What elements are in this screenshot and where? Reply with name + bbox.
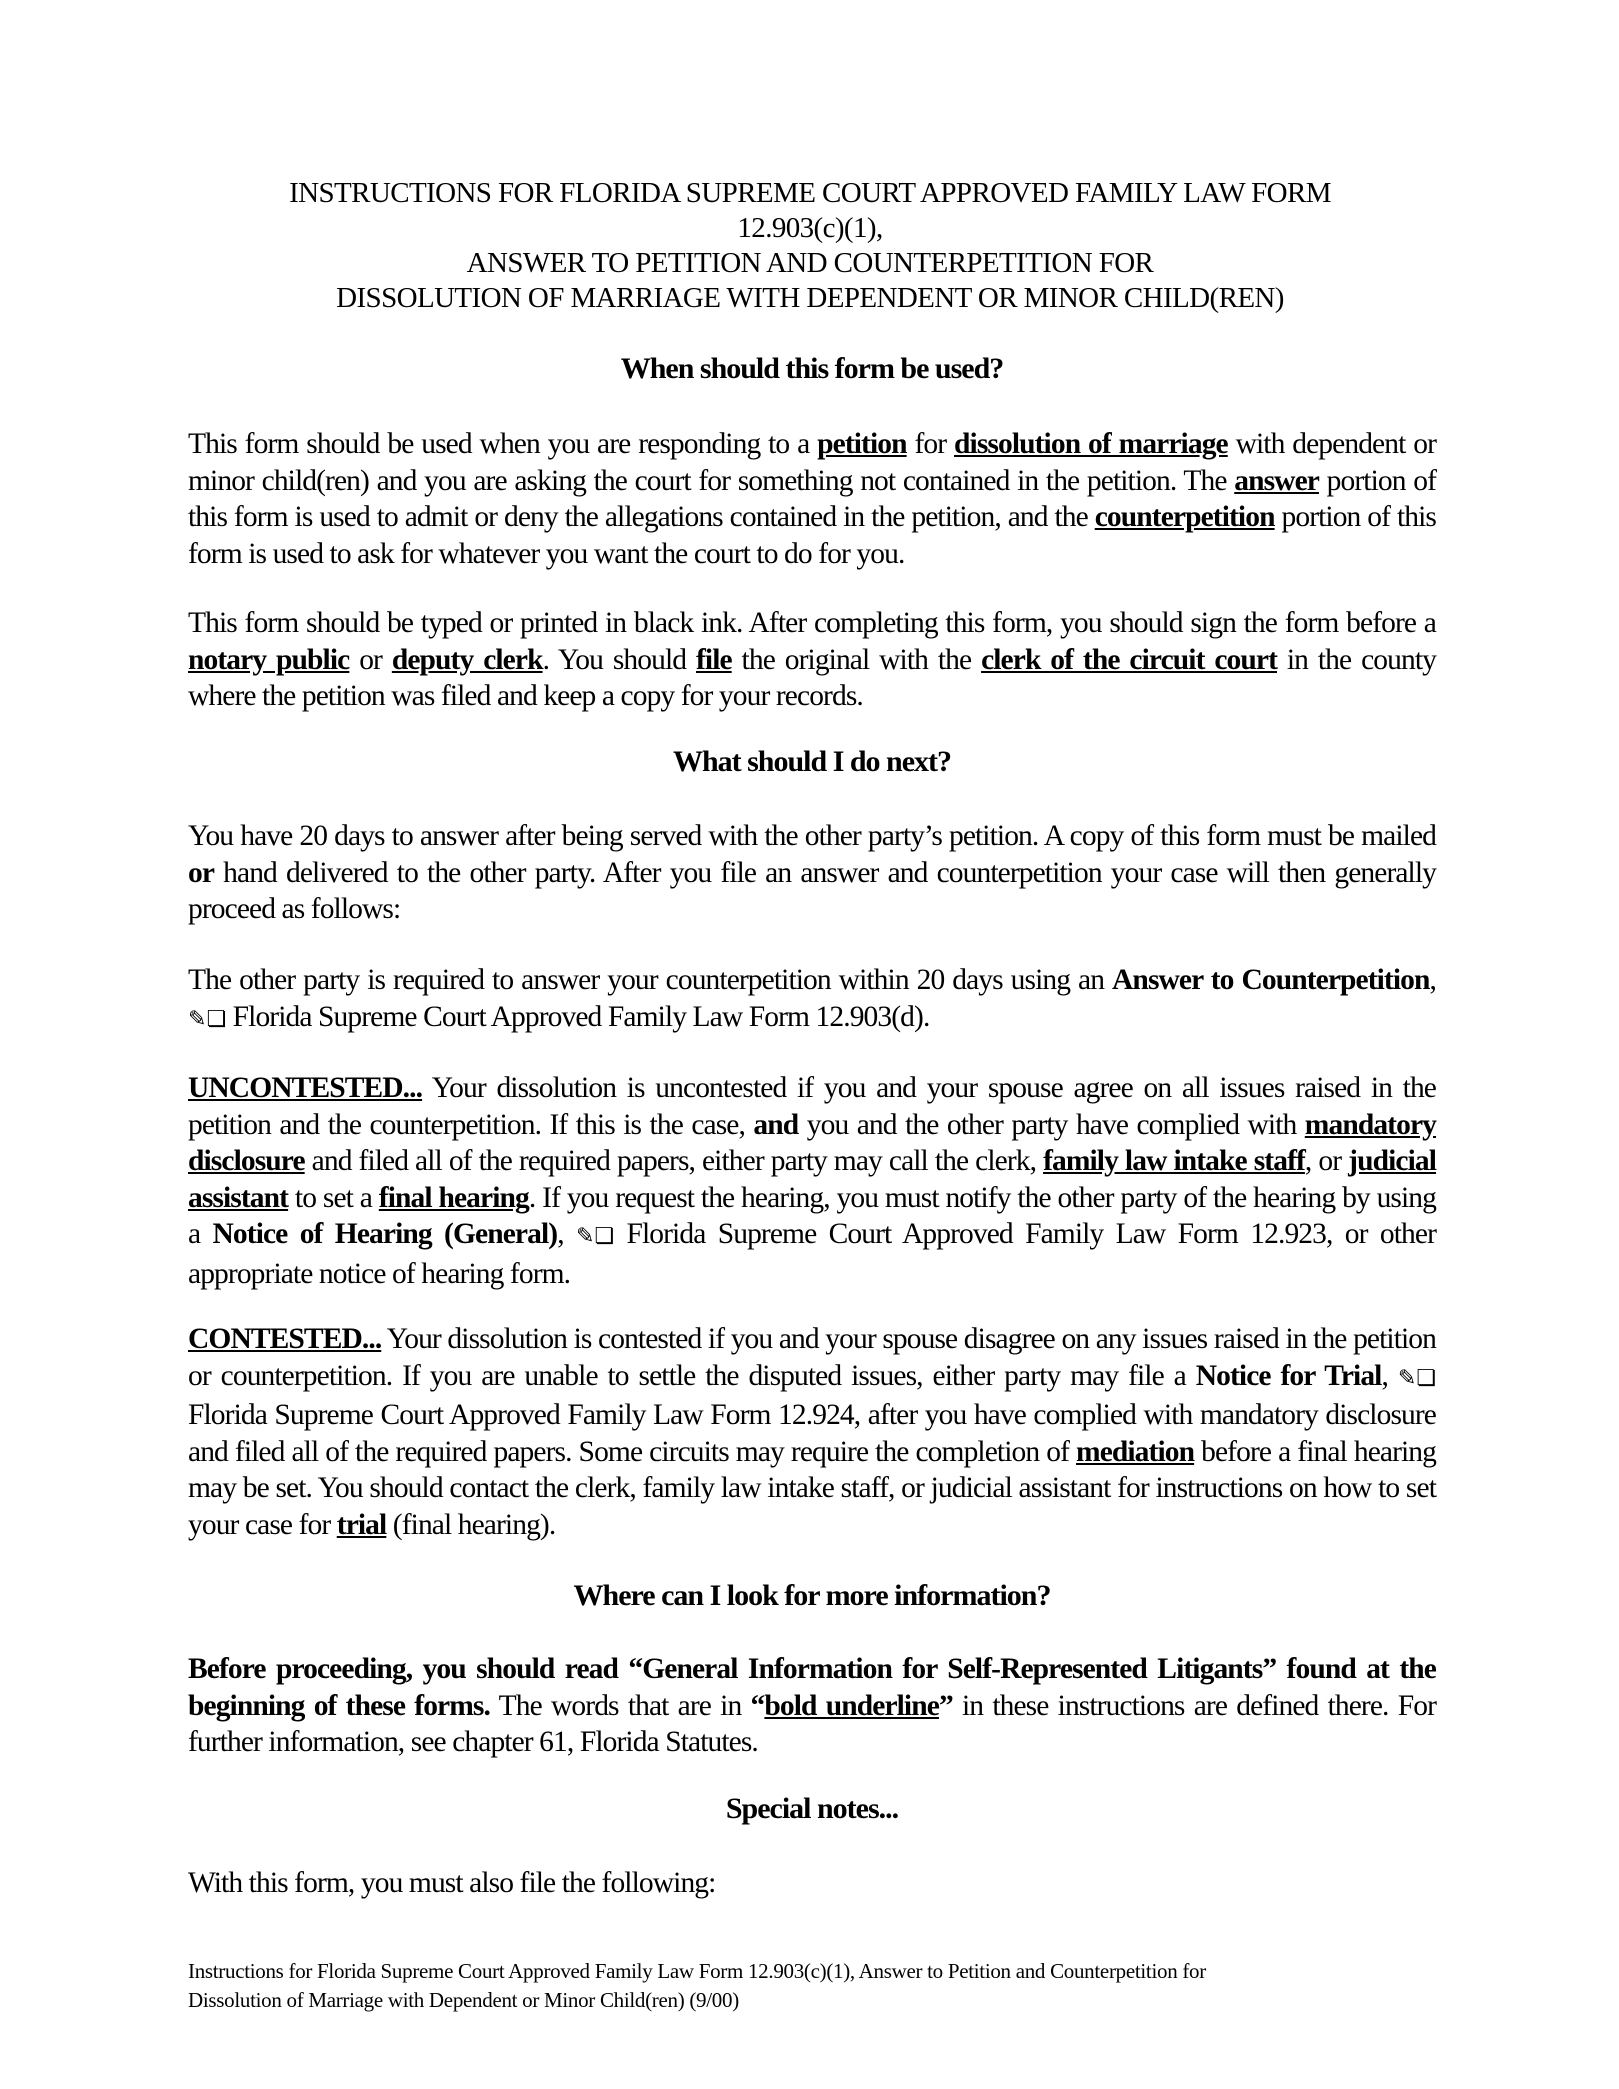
emphasis-and: and	[753, 1108, 799, 1141]
term-mandatory-disclosure: mandatory disclosure	[188, 1108, 1437, 1177]
term-bold-underline: bold underline	[764, 1689, 939, 1722]
term-dissolution-of-marriage: dissolution of marriage	[954, 428, 1228, 460]
text-run: hand delivered to the other party. After you file an answer and counterpetition your case will then generally proceed as follows:	[188, 856, 1436, 925]
paragraph-contested	[188, 1321, 1436, 1543]
text-run: you and the other party have complied with	[798, 1108, 1305, 1141]
paragraph-answer-to-counterpetition	[188, 962, 1436, 1038]
text-run: in the county where the petition was filed and keep a copy for your records.	[188, 643, 1436, 712]
term-final-hearing: final hearing	[378, 1181, 529, 1214]
label-uncontested: UNCONTESTED...	[188, 1072, 423, 1104]
term-petition: petition	[817, 428, 907, 460]
form-name-notice-of-hearing: Notice of Hearing (General)	[212, 1218, 558, 1250]
text-run: The other party is required to answer your counterpetition within 20 days using an	[188, 964, 1113, 996]
text-run: Florida Supreme Court Approved Family Law Form 12.923, or other appropriate notice of hearing form.	[188, 1218, 1437, 1290]
text-run: or	[349, 643, 392, 676]
paragraph-typing-filing	[188, 605, 1436, 715]
text-run: portion of this form is used to admit or deny the allegations contained in the petition, and the	[188, 464, 1436, 533]
title-line-1: INSTRUCTIONS FOR FLORIDA SUPREME COURT APPROVED FAMILY LAW FORM	[289, 177, 1331, 209]
term-trial: trial	[336, 1508, 387, 1541]
paragraph-twenty-days	[188, 818, 1436, 928]
text-run: before a final hearing may be set. You should contact the clerk, family law intake staff, or judicial assistant for instructions on how to set your case for	[188, 1435, 1437, 1541]
term-mediation: mediation	[1076, 1435, 1195, 1468]
text-run: ,	[557, 1218, 576, 1250]
quote-open: “	[750, 1689, 765, 1722]
pen-icon: ✎	[188, 1006, 207, 1032]
text-run: portion of this form is used to ask for whatever you want the court to do for you.	[188, 501, 1436, 570]
term-clerk-of-circuit-court: clerk of the circuit court	[981, 643, 1278, 676]
term-family-law-intake-staff: family law intake staff	[1043, 1145, 1305, 1177]
text-run: ,	[1381, 1359, 1398, 1392]
text-run: Your dissolution is uncontested if you and your spouse agree on all issues raised in the petition and the counterpetition. If this is the case,	[188, 1072, 1436, 1141]
pen-icon: ✎	[575, 1224, 595, 1249]
page-footer	[188, 1957, 1436, 2015]
text-run: with dependent or minor child(ren) and you are asking the court for something not contained in the petition. The	[188, 428, 1436, 497]
pen-icon: ✎	[1397, 1365, 1417, 1391]
term-deputy-clerk: deputy clerk	[391, 643, 543, 676]
paragraph-special-notes: With this form, you must also file the following:	[188, 1867, 716, 1899]
label-contested: CONTESTED...	[188, 1323, 382, 1355]
heading-what-next: What should I do next?	[672, 745, 952, 778]
heading-more-information: Where can I look for more information?	[573, 1579, 1051, 1612]
term-answer: answer	[1234, 464, 1319, 497]
heading-special-notes: Special notes...	[725, 1792, 899, 1825]
text-run: Your dissolution is contested if you and your spouse disagree on any issues raised in the petition or counterpetition. If you are unable to settle the disputed issues, either party may file a	[188, 1323, 1436, 1392]
text-run: Florida Supreme Court Approved Family Law Form 12.924, after you have complied with mandatory disclosure and filed all of the required papers. Some circuits may require the completion of	[188, 1399, 1436, 1468]
notice-general-information: Before proceeding, you should read “General Information for Self-Represented Litigants” found at the beginning of these forms.	[188, 1653, 1436, 1722]
footer-line-2: Dissolution of Marriage with Dependent or Minor Child(ren) (9/00)	[188, 1988, 739, 2012]
text-run: in these instructions are defined there. For further information, see chapter 61, Florida Statutes.	[188, 1689, 1436, 1758]
text-run: the original with the	[731, 643, 982, 676]
term-judicial-assistant: judicial assistant	[188, 1145, 1437, 1214]
text-run: This form should be used when you are responding to a	[188, 428, 818, 460]
title-line-4: DISSOLUTION OF MARRIAGE WITH DEPENDENT OR MINOR CHILD(REN)	[336, 282, 1284, 314]
form-name-answer-to-counterpetition: Answer to Counterpetition	[1112, 964, 1430, 996]
document-title	[160, 176, 1460, 316]
term-file: file	[695, 643, 732, 676]
text-run: for	[906, 428, 955, 460]
title-line-3: ANSWER TO PETITION AND COUNTERPETITION FOR	[466, 247, 1154, 279]
checkbox-icon: ❏	[206, 1006, 227, 1032]
emphasis-or: or	[188, 856, 215, 889]
term-notary-public: notary public	[188, 643, 350, 676]
text-run: You have 20 days to answer after being served with the other party’s petition. A copy of this form must be mailed	[188, 820, 1436, 852]
title-line-2: 12.903(c)(1),	[737, 212, 883, 244]
text-run: This form should be typed or printed in black ink. After completing this form, you should sign the form before a	[188, 607, 1436, 639]
text-run: (final hearing).	[386, 1508, 556, 1541]
text-run: to set a	[288, 1181, 379, 1214]
form-name-notice-for-trial: Notice for Trial	[1195, 1359, 1382, 1392]
checkbox-icon: ❏	[1416, 1365, 1437, 1391]
text-run: . You should	[542, 643, 696, 676]
heading-when-used: When should this form be used?	[620, 352, 1004, 385]
term-counterpetition: counterpetition	[1094, 501, 1275, 533]
text-run: The words that are in	[489, 1689, 751, 1722]
text-run: and filed all of the required papers, either party may call the clerk,	[304, 1145, 1044, 1177]
checkbox-icon: ❏	[594, 1224, 615, 1249]
text-run: . If you request the hearing, you must notify the other party of the hearing by using a	[188, 1181, 1437, 1250]
quote-close: ”	[938, 1689, 953, 1722]
text-run: , or	[1304, 1145, 1349, 1177]
footer-line-1: Instructions for Florida Supreme Court Approved Family Law Form 12.903(c)(1), Answer to Petition and Counterpetition for	[188, 1959, 1206, 1983]
paragraph-uncontested	[188, 1070, 1436, 1292]
text-run: Florida Supreme Court Approved Family Law Form 12.903(d).	[226, 1000, 930, 1033]
text-run: ,	[1429, 964, 1436, 996]
paragraph-form-usage	[188, 426, 1436, 572]
paragraph-more-information	[188, 1651, 1436, 1761]
